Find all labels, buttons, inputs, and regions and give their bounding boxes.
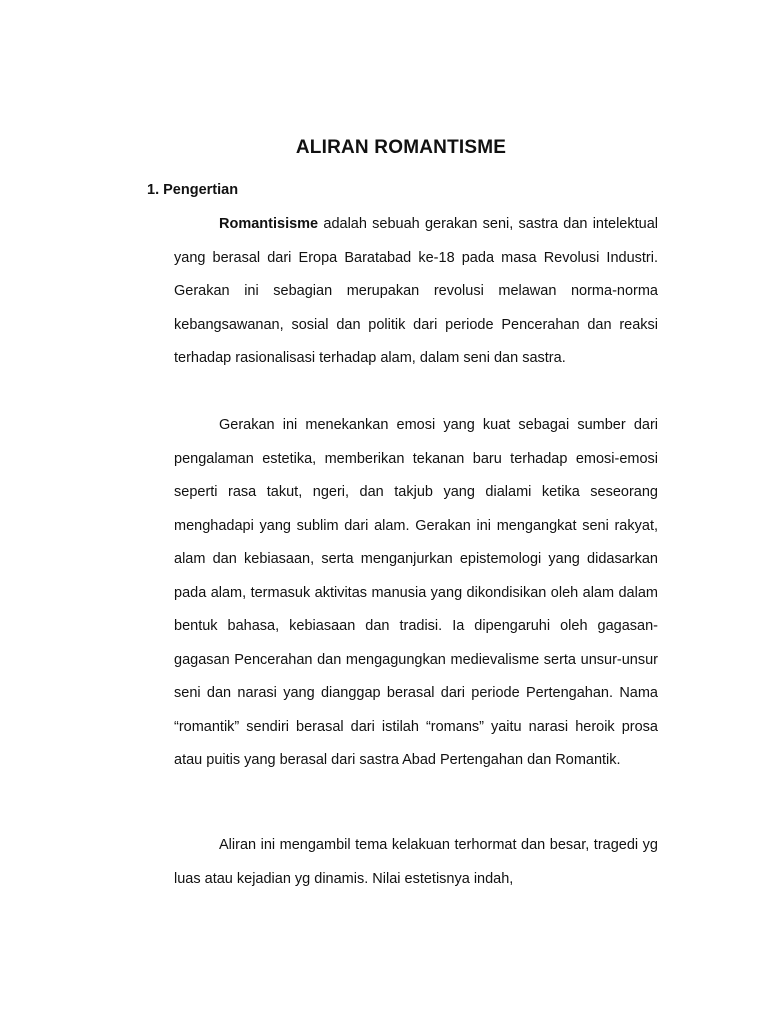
- paragraph-3: Aliran ini mengambil tema kelakuan terhormat dan besar, tragedi yg luas atau kejadian yg dinamis. Nilai estetisnya indah,: [174, 837, 658, 887]
- paragraph-1-term: Romantisisme: [219, 216, 319, 232]
- section-heading: 1. Pengertian: [147, 182, 239, 198]
- paragraph-2: Gerakan ini menekankan emosi yang kuat sebagai sumber dari pengalaman estetika, memberikan tekanan baru terhadap emosi-emosi seperti rasa takut, ngeri, dan takjub yang dialami ketika seseorang menghadapi yang sublim dari alam. Gerakan ini mengangkat seni rakyat, alam dan kebiasaan, serta menganjurkan epistemologi yang didasarkan pada alam, termasuk aktivitas manusia yang dikondisikan oleh alam dalam bentuk bahasa, kebiasaan dan tradisi. Ia dipengaruhi oleh gagasan-gagasan Pencerahan dan mengagungkan medievalisme serta unsur-unsur seni dan narasi yang dianggap berasal dari periode Pertengahan. Nama “romantik” sendiri berasal dari istilah “romans” yaitu narasi heroik prosa atau puitis yang berasal dari sastra Abad Pertengahan dan Romantik.: [174, 417, 658, 768]
- paragraph-1-text: adalah sebuah gerakan seni, sastra dan intelektual yang berasal dari Eropa Baratabad ke-18 pada masa Revolusi Industri. Gerakan ini sebagian merupakan revolusi melawan norma-norma kebangsawanan, sosial dan politik dari periode Pencerahan dan reaksi terhadap rasionalisasi terhadap alam, dalam seni dan sastra.: [174, 216, 658, 366]
- document-title: ALIRAN ROMANTISME: [295, 137, 507, 158]
- paragraph-1: [174, 208, 658, 376]
